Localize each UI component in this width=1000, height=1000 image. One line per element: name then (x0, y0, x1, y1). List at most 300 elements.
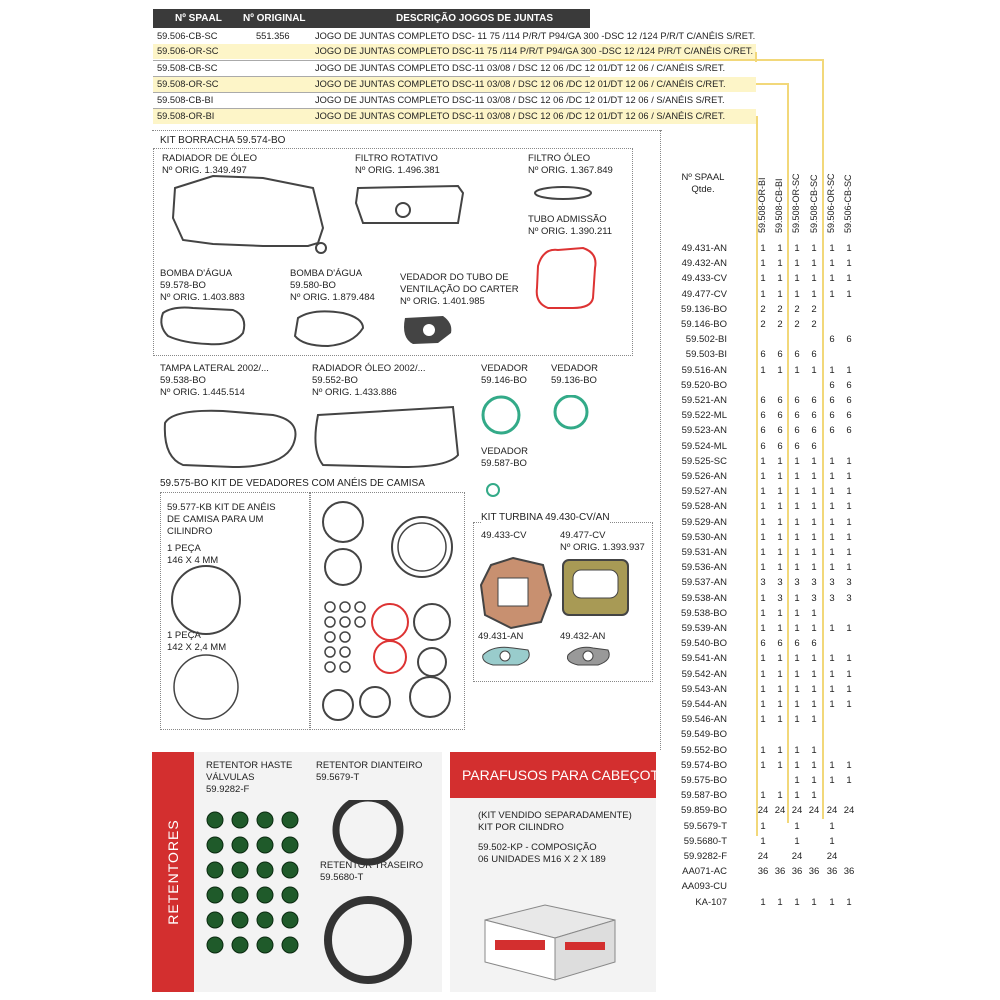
quantity-cell: 1 (794, 759, 800, 771)
part-code: 59.502-BI (685, 334, 727, 346)
table-head: Nº SPAAL Qtde. (681, 172, 725, 195)
quantity-cell: 6 (794, 395, 800, 406)
parafusos-note: (KIT VENDIDO SEPARADAMENTE) KIT POR CILINDRO (478, 810, 632, 833)
bomba-agua-2-label: BOMBA D'ÁGUA 59.580-BO Nº ORIG. 1.879.484 (290, 268, 375, 303)
part-code: 59.552-BO (681, 744, 727, 756)
retentor-haste-label: RETENTOR HASTE VÁLVULAS 59.9282-F (206, 760, 293, 795)
quantity-cell: 6 (829, 379, 835, 391)
quantity-cell: 6 (777, 349, 783, 361)
quantity-cell: 1 (829, 623, 835, 634)
quantity-cell: 1 (794, 714, 800, 726)
quantity-cell: 36 (774, 866, 786, 878)
quantity-cell: 1 (777, 455, 783, 467)
quantity-cell: 1 (829, 288, 835, 300)
part-code: 59.574-BO (681, 759, 727, 771)
column-header: 59.508-OR-BI (757, 177, 767, 233)
part-code: 59.859-BO (681, 805, 727, 817)
kit-vedadores-title: 59.575-BO KIT DE VEDADORES COM ANÉIS DE CAMISA (160, 478, 425, 489)
quantity-cell: 36 (843, 866, 855, 878)
table-row (660, 881, 860, 896)
kit-desc: JOGO DE JUNTAS COMPLETO DSC- 11 75 /114 P/R/T P94/GA 300 -DSC 12 /124 P/R/T C/ANÉIS S/RET. (315, 31, 756, 41)
table-row (660, 760, 860, 775)
quantity-cell: 1 (811, 471, 817, 482)
quantity-cell: 3 (829, 592, 835, 604)
quantity-cell: 1 (777, 288, 783, 300)
quantity-cell: 1 (760, 243, 766, 254)
quantity-cell: 1 (794, 486, 800, 498)
tubo-admissao-label: TUBO ADMISSÃO Nº ORIG. 1.390.211 (528, 214, 613, 237)
quantity-cell: 1 (777, 683, 783, 695)
quantity-cell: 1 (846, 531, 852, 543)
quantity-cell: 3 (794, 577, 800, 589)
quantity-cell: 24 (826, 805, 838, 817)
retentores-illustration (200, 800, 440, 990)
parafusos-banner (450, 752, 669, 798)
quantity-cell: 1 (794, 531, 800, 543)
quantity-cell: 3 (811, 577, 817, 589)
quantity-cell: 1 (760, 364, 766, 376)
table-row (660, 258, 860, 273)
table-row (660, 805, 860, 820)
quantity-cell: 1 (811, 775, 817, 786)
table-row (660, 562, 860, 577)
column-header: 59.506-CB-SC (843, 174, 853, 233)
quantity-cell: 1 (811, 714, 817, 726)
quantity-cell: 1 (760, 820, 766, 832)
quantity-cell: 24 (843, 805, 855, 817)
part-code: 59.541-AN (681, 653, 727, 665)
table-row (660, 836, 860, 851)
filtro-oleo-label: FILTRO ÓLEO Nº ORIG. 1.367.849 (528, 153, 613, 176)
quantity-cell: 1 (811, 562, 817, 574)
quantity-cell: 1 (829, 835, 835, 847)
quantity-cell: 1 (760, 623, 766, 634)
quantity-cell: 6 (777, 395, 783, 406)
table-row (660, 319, 860, 334)
table-row (660, 821, 860, 836)
table-row (660, 304, 860, 319)
table-row (660, 653, 860, 668)
table-row (660, 684, 860, 699)
quantity-cell: 1 (811, 699, 817, 710)
quantity-cell: 1 (829, 531, 835, 543)
quantity-cell: 6 (846, 425, 852, 437)
quantity-cell: 36 (791, 866, 803, 878)
quantity-cell: 1 (811, 744, 817, 756)
kit-code: 59.506-OR-SC (157, 46, 219, 56)
quantity-cell: 1 (846, 699, 852, 710)
table-row (660, 486, 860, 501)
quantity-cell: 1 (846, 759, 852, 771)
quantity-cell: 1 (846, 623, 852, 634)
part-code: 59.523-AN (681, 425, 727, 437)
vedador-146-label: VEDADOR 59.146-BO (481, 363, 528, 386)
quantity-cell: 1 (777, 653, 783, 665)
table-row (660, 608, 860, 623)
quantity-cell: 2 (760, 319, 766, 330)
quantity-cell: 1 (760, 744, 766, 756)
quantity-cell: 3 (846, 592, 852, 604)
kit-row (153, 44, 756, 59)
part-code: 49.432-AN (681, 258, 727, 270)
part-code: 59.521-AN (681, 395, 727, 406)
quantity-cell: 6 (811, 638, 817, 650)
quantity-cell: 1 (811, 623, 817, 634)
kit-code: 59.508-OR-BI (157, 111, 215, 121)
quantity-cell: 1 (777, 471, 783, 482)
table-row (660, 243, 860, 258)
quantity-cell: 1 (811, 896, 817, 908)
part-code: 59.544-AN (681, 699, 727, 710)
quantity-cell: 1 (829, 896, 835, 908)
quantity-cell: 6 (794, 410, 800, 422)
kit-aneis-label: 59.577-KB KIT DE ANÉIS DE CAMISA PARA UM CILINDRO (167, 502, 276, 537)
table-row (660, 410, 860, 425)
quantity-cell: 1 (777, 668, 783, 680)
quantity-cell: 1 (794, 273, 800, 285)
quantity-cell: 1 (794, 835, 800, 847)
quantity-cell: 1 (777, 759, 783, 771)
quantity-cell: 1 (760, 607, 766, 619)
quantity-cell: 1 (760, 668, 766, 680)
quantity-cell: 1 (777, 531, 783, 543)
quantity-cell: 1 (777, 258, 783, 270)
quantity-cell: 24 (757, 851, 769, 862)
quantity-cell: 1 (846, 288, 852, 300)
quantity-cell: 1 (811, 547, 817, 558)
quantity-cell: 24 (791, 805, 803, 817)
table-row (660, 775, 860, 790)
quantity-cell: 1 (760, 471, 766, 482)
peca-2-label: 1 PEÇA 142 X 2,4 MM (167, 630, 227, 653)
quantity-cell: 1 (811, 531, 817, 543)
parafusos-composicao: 59.502-KP - COMPOSIÇÃO 06 UNIDADES M16 X 2 X 189 (478, 842, 606, 865)
quantity-cell: 1 (794, 744, 800, 756)
quantity-cell: 6 (811, 395, 817, 406)
quantity-cell: 1 (846, 455, 852, 467)
quantity-cell: 1 (846, 547, 852, 558)
quantity-cell: 1 (777, 714, 783, 726)
quantity-cell: 1 (829, 243, 835, 254)
kit-row (153, 109, 756, 124)
quantity-cell: 1 (846, 896, 852, 908)
quantity-cell: 1 (794, 501, 800, 513)
quantity-cell: 1 (829, 501, 835, 513)
quantity-cell: 6 (794, 440, 800, 452)
gasket-illustrations (153, 148, 633, 358)
quantity-cell: 2 (794, 303, 800, 315)
table-row (660, 365, 860, 380)
quantity-cell: 1 (777, 790, 783, 802)
part-code: 49.431-AN (681, 243, 727, 254)
kit-code: 59.506-CB-SC (157, 31, 218, 41)
quantity-cell: 1 (846, 243, 852, 254)
part-code: 59.539-AN (681, 623, 727, 634)
quantity-cell: 6 (811, 410, 817, 422)
quantity-cell: 1 (811, 790, 817, 802)
quantity-cell: 36 (826, 866, 838, 878)
quantity-cell: 1 (794, 607, 800, 619)
quantity-cell: 24 (774, 805, 786, 817)
quantity-cell: 24 (808, 805, 820, 817)
quantity-cell: 1 (777, 623, 783, 634)
part-code: 59.575-BO (681, 775, 727, 786)
quantity-cell: 1 (811, 258, 817, 270)
quantity-cell: 1 (846, 273, 852, 285)
quantity-cell: 6 (829, 395, 835, 406)
quantity-cell: 1 (777, 516, 783, 528)
table-row (660, 289, 860, 304)
quantity-cell: 3 (811, 592, 817, 604)
kit-desc: JOGO DE JUNTAS COMPLETO DSC-11 03/08 / DSC 12 06 /DC 12 01/DT 12 06 / S/ANÉIS C/RET. (315, 111, 726, 121)
quantity-cell: 1 (760, 486, 766, 498)
table-row (660, 638, 860, 653)
quantity-cell: 1 (829, 775, 835, 786)
quantity-cell: 24 (757, 805, 769, 817)
quantity-cell: 2 (777, 319, 783, 330)
quantity-cell: 1 (760, 592, 766, 604)
quantity-cell: 1 (760, 531, 766, 543)
vedador-136-label: VEDADOR 59.136-BO (551, 363, 598, 386)
quantity-cell: 6 (760, 425, 766, 437)
col-spaal: Nº SPAAL (175, 13, 222, 24)
part-code: 59.526-AN (681, 471, 727, 482)
part-code: 59.525-SC (681, 455, 727, 467)
table-row (660, 425, 860, 440)
quantity-cell: 6 (777, 440, 783, 452)
quantity-cell: 1 (846, 501, 852, 513)
quantity-cell: 1 (811, 607, 817, 619)
quantity-cell: 1 (829, 699, 835, 710)
quantity-cell: 6 (811, 349, 817, 361)
parafusos-title: PARAFUSOS PARA CABEÇOTE (462, 767, 669, 783)
table-row (660, 897, 860, 912)
quantity-cell: 6 (846, 410, 852, 422)
quantity-cell: 2 (811, 303, 817, 315)
quantity-cell: 1 (811, 653, 817, 665)
filtro-rotativo-label: FILTRO ROTATIVO Nº ORIG. 1.496.381 (355, 153, 440, 176)
part-code: 59.530-AN (681, 531, 727, 543)
quantity-cell: 1 (794, 562, 800, 574)
table-row (660, 501, 860, 516)
quantity-cell: 1 (829, 471, 835, 482)
part-code: 59.538-AN (681, 592, 727, 604)
table-row (660, 790, 860, 805)
quantity-cell: 1 (760, 714, 766, 726)
quantity-cell: 1 (760, 896, 766, 908)
quantity-cell: 1 (794, 455, 800, 467)
quantity-cell: 6 (760, 440, 766, 452)
table-row (660, 866, 860, 881)
quantity-cell: 1 (794, 592, 800, 604)
quantity-cell: 1 (829, 364, 835, 376)
quantity-cell: 1 (829, 273, 835, 285)
quantity-cell: 1 (846, 258, 852, 270)
table-row (660, 669, 860, 684)
kit-desc: JOGO DE JUNTAS COMPLETO DSC-11 75 /114 P/R/T P94/GA 300 -DSC 12 /124 P/R/T C/ANÉIS C/RET. (315, 46, 754, 56)
part-code: 59.587-BO (681, 790, 727, 802)
quantity-cell: 1 (760, 790, 766, 802)
quantity-cell: 6 (794, 638, 800, 650)
quantity-cell: 1 (760, 562, 766, 574)
quantity-cell: 1 (829, 547, 835, 558)
kit-desc: JOGO DE JUNTAS COMPLETO DSC-11 03/08 / DSC 12 06 /DC 12 01/DT 12 06 / C/ANÉIS S/RET. (315, 63, 726, 73)
table-row (660, 729, 860, 744)
quantity-cell: 1 (760, 258, 766, 270)
part-code: 59.136-BO (681, 303, 727, 315)
quantity-cell: 1 (794, 653, 800, 665)
quantity-cell: 1 (760, 759, 766, 771)
turbina-477-label: 49.477-CV Nº ORIG. 1.393.937 (560, 530, 645, 553)
part-code: 59.538-BO (681, 607, 727, 619)
quantity-cell: 1 (829, 668, 835, 680)
table-row (660, 593, 860, 608)
kit-orig: 551.356 (256, 31, 290, 41)
quantity-cell: 1 (829, 258, 835, 270)
quantity-cell: 1 (829, 455, 835, 467)
part-code: 49.477-CV (681, 288, 727, 300)
radiador-label: RADIADOR DE ÓLEO Nº ORIG. 1.349.497 (162, 153, 258, 176)
column-header: 59.508-OR-SC (791, 173, 802, 233)
kit-code: 59.508-CB-SC (157, 63, 218, 73)
quantity-cell: 1 (846, 683, 852, 695)
retentores-banner (152, 752, 194, 992)
table-row (660, 851, 860, 866)
quantity-cell: 6 (760, 395, 766, 406)
quantity-cell: 1 (760, 699, 766, 710)
quantity-cell: 6 (846, 379, 852, 391)
quantity-cell: 1 (811, 683, 817, 695)
quantity-cell: 1 (829, 653, 835, 665)
part-code: 59.536-AN (681, 562, 727, 574)
quantity-cell: 3 (777, 592, 783, 604)
table-row (660, 471, 860, 486)
quantity-cell: 1 (777, 547, 783, 558)
quantity-cell: 1 (829, 516, 835, 528)
quantity-cell: 1 (777, 273, 783, 285)
quantity-cell: 6 (811, 440, 817, 452)
quantity-cell: 6 (760, 349, 766, 361)
bolt-boxes-image (475, 880, 640, 985)
quantity-cell: 1 (846, 775, 852, 786)
quantity-cell: 3 (829, 577, 835, 589)
part-code: 59.527-AN (681, 486, 727, 498)
part-code: 59.5679-T (683, 820, 727, 832)
tampa-lateral-label: TAMPA LATERAL 2002/... 59.538-BO Nº ORIG. 1.445.514 (160, 363, 269, 398)
part-code: 59.146-BO (681, 319, 727, 330)
quantity-cell: 6 (846, 334, 852, 346)
quantity-cell: 1 (811, 486, 817, 498)
quantity-cell: 1 (794, 820, 800, 832)
table-row (660, 714, 860, 729)
quantity-cell: 1 (760, 288, 766, 300)
quantity-cell: 1 (794, 699, 800, 710)
quantity-cell: 1 (846, 562, 852, 574)
part-code: 59.524-ML (681, 440, 727, 452)
part-code: 59.531-AN (681, 547, 727, 558)
quantity-cell: 1 (794, 288, 800, 300)
quantity-cell: 6 (794, 425, 800, 437)
col-description: DESCRIÇÃO JOGOS DE JUNTAS (396, 13, 554, 24)
quantity-cell: 1 (760, 455, 766, 467)
quantity-cell: 1 (760, 501, 766, 513)
quantity-cell: 1 (777, 699, 783, 710)
quantity-cell: 1 (794, 516, 800, 528)
quantity-cell: 1 (777, 486, 783, 498)
kit-code: 59.508-OR-SC (157, 79, 219, 89)
quantity-cell: 6 (777, 638, 783, 650)
turbina-431-label: 49.431-AN (478, 631, 524, 642)
quantity-cell: 6 (829, 425, 835, 437)
quantity-cell: 1 (811, 288, 817, 300)
quantity-cell: 1 (829, 486, 835, 498)
part-code: 59.520-BO (681, 379, 727, 391)
part-code: 59.549-BO (681, 729, 727, 741)
part-code: 59.542-AN (681, 668, 727, 680)
part-code: 59.516-AN (681, 364, 727, 376)
quantity-cell: 1 (777, 562, 783, 574)
quantity-cell: 1 (794, 775, 800, 786)
quantity-cell: 3 (760, 577, 766, 589)
table-row (660, 273, 860, 288)
quantity-cell: 1 (794, 364, 800, 376)
column-header: 59.508-CB-SC (808, 174, 819, 233)
kit-turbina-title: KIT TURBINA 49.430-CV/AN (481, 512, 610, 523)
table-row (660, 334, 860, 349)
quantity-cell: 1 (760, 273, 766, 285)
radiador-2002-label: RADIADOR ÓLEO 2002/... 59.552-BO Nº ORIG. 1.433.886 (312, 363, 426, 398)
quantity-cell: 6 (829, 334, 835, 346)
quantity-cell: 2 (760, 303, 766, 315)
quantity-cell: 36 (757, 866, 769, 878)
quantity-cell: 1 (794, 258, 800, 270)
table-row (660, 380, 860, 395)
quantity-cell: 36 (808, 866, 820, 878)
quantity-cell: 1 (829, 562, 835, 574)
quantity-cell: 6 (760, 638, 766, 650)
part-code: 59.529-AN (681, 516, 727, 528)
retentor-dianteiro-label: RETENTOR DIANTEIRO 59.5679-T (316, 760, 423, 783)
quantity-cell: 1 (777, 243, 783, 254)
quantity-cell: 1 (760, 683, 766, 695)
quantity-cell: 1 (794, 683, 800, 695)
quantity-cell: 1 (829, 759, 835, 771)
quantity-cell: 1 (777, 607, 783, 619)
quantity-cell: 1 (811, 516, 817, 528)
bomba-agua-1-label: BOMBA D'ÁGUA 59.578-BO Nº ORIG. 1.403.883 (160, 268, 245, 303)
part-code: 59.9282-F (683, 851, 727, 862)
quantity-cell: 6 (811, 425, 817, 437)
part-code: 59.522-ML (681, 410, 727, 422)
table-row (660, 532, 860, 547)
quantity-cell: 3 (777, 577, 783, 589)
quantity-cell: 1 (760, 516, 766, 528)
part-code: 59.540-BO (681, 638, 727, 650)
quantity-cell: 1 (829, 683, 835, 695)
table-row (660, 547, 860, 562)
quantity-cell: 1 (794, 790, 800, 802)
quantity-cell: 6 (760, 410, 766, 422)
quantity-cell: 24 (791, 851, 803, 862)
kit-desc: JOGO DE JUNTAS COMPLETO DSC-11 03/08 / DSC 12 06 /DC 12 01/DT 12 06 / S/ANÉIS S/RET. (315, 95, 725, 105)
turbina-432-label: 49.432-AN (560, 631, 606, 642)
quantity-cell: 1 (794, 547, 800, 558)
quantity-cell: 1 (811, 759, 817, 771)
quantity-cell: 2 (794, 319, 800, 330)
table-row (660, 623, 860, 638)
quantity-cell: 1 (829, 820, 835, 832)
table-row (660, 349, 860, 364)
